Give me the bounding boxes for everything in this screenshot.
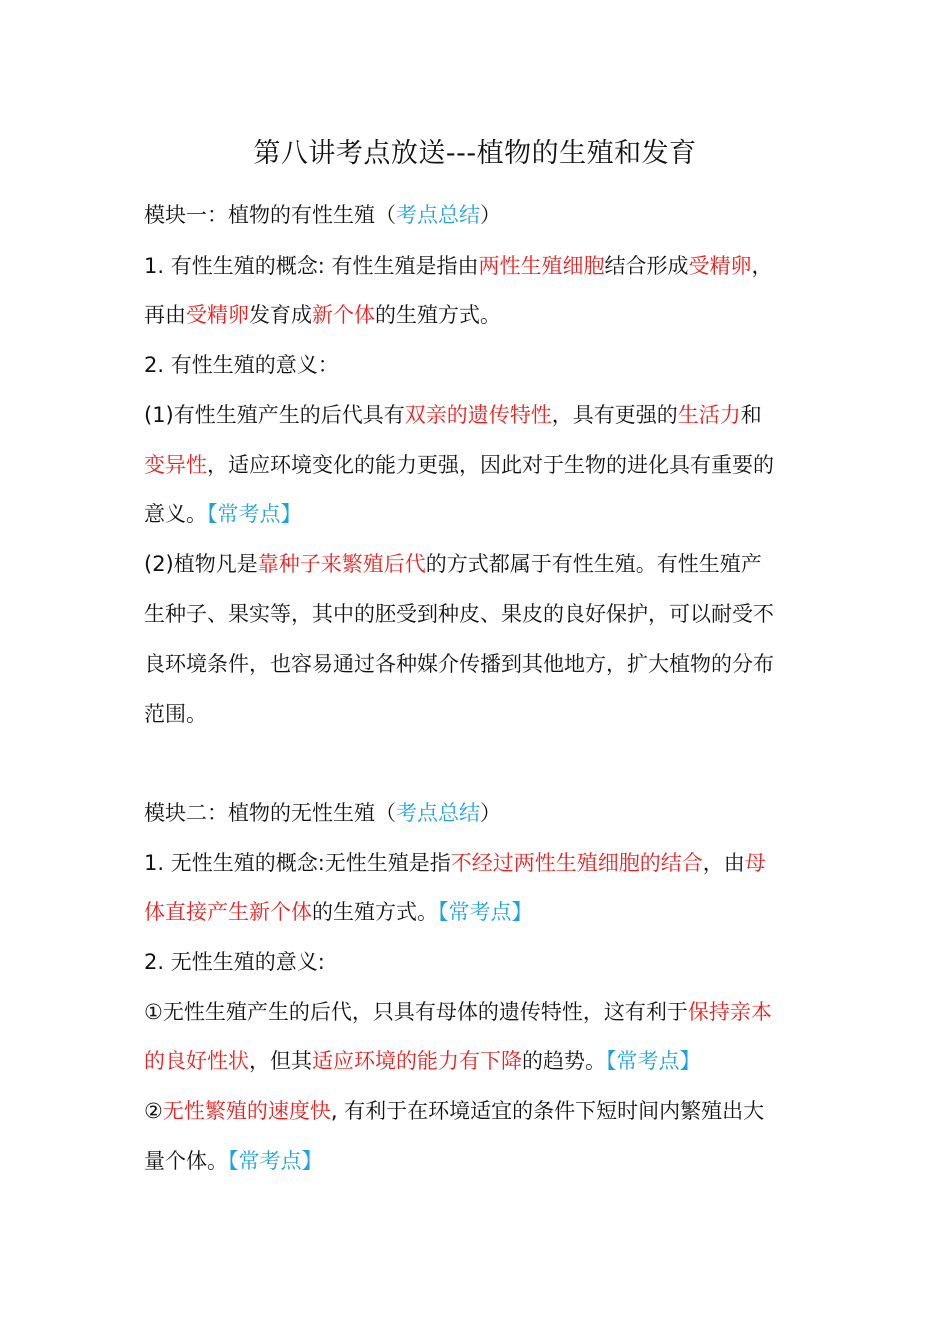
module1-heading: 模块一：植物的有性生殖（考点总结） — [144, 203, 501, 227]
tag-kaodian-zongjie: 考点总结 — [396, 801, 480, 825]
highlight-red: 生活力 — [677, 403, 741, 427]
m2-p3-line1: ①无性生殖产生的后代，只具有母体的遗传特性，这有利于保持亲本 — [144, 1000, 772, 1024]
page-title: 第八讲考点放送---植物的生殖和发育 — [253, 138, 697, 169]
tag-kaodian-zongjie: 考点总结 — [396, 203, 480, 227]
highlight-red: 体直接产生新个体 — [144, 900, 312, 924]
m1-p4-line3: 良环境条件，也容易通过各种媒介传播到其他地方，扩大植物的分布 — [144, 652, 774, 676]
m1-p3-line1: (1)有性生殖产生的后代具有双亲的遗传特性，具有更强的生活力和 — [144, 403, 762, 427]
highlight-red: 新个体 — [312, 303, 375, 327]
m1-p3-line3: 意义。【常考点】 — [144, 502, 302, 526]
m1-p1-line1: 1. 有性生殖的概念: 有性生殖是指由两性生殖细胞结合形成受精卵， — [144, 254, 773, 278]
m2-p4-line2: 量个体。【常考点】 — [144, 1149, 323, 1173]
highlight-red: 两性生殖细胞 — [478, 254, 605, 278]
highlight-red: 保持亲本 — [687, 1000, 772, 1024]
tag-changkaodian: 【常考点】 — [207, 502, 302, 526]
m1-p3-line2: 变异性，适应环境变化的能力更强，因此对于生物的进化具有重要的 — [144, 453, 774, 477]
highlight-red: 变异性 — [144, 453, 207, 477]
highlight-red: 靠种子来繁殖后代 — [257, 552, 426, 576]
m2-p4-line1: ②无性繁殖的速度快, 有利于在环境适宜的条件下短时间内繁殖出大 — [144, 1099, 765, 1123]
m1-p4-line4: 范围。 — [144, 702, 207, 726]
m2-p1-line2: 体直接产生新个体的生殖方式。【常考点】 — [144, 900, 533, 924]
tag-changkaodian: 【常考点】 — [438, 900, 533, 924]
m2-p3-line2: 的良好性状，但其适应环境的能力有下降的趋势。【常考点】 — [144, 1049, 701, 1073]
m1-p1-line2: 再由受精卵发育成新个体的生殖方式。 — [144, 303, 501, 327]
highlight-red: 受精卵 — [688, 254, 752, 278]
m1-p4-line1: (2)植物凡是靠种子来繁殖后代的方式都属于有性生殖。有性生殖产 — [144, 552, 762, 576]
module2-heading: 模块二：植物的无性生殖（考点总结） — [144, 801, 501, 825]
m2-p1-line1: 1. 无性生殖的概念:无性生殖是指不经过两性生殖细胞的结合，由母 — [144, 851, 766, 875]
m1-p4-line2: 生种子、果实等，其中的胚受到种皮、果皮的良好保护，可以耐受不 — [144, 602, 774, 626]
highlight-red: 受精卵 — [186, 303, 249, 327]
m1-p2-heading: 2. 有性生殖的意义： — [144, 353, 339, 377]
tag-changkaodian: 【常考点】 — [606, 1049, 701, 1073]
highlight-red: 适应环境的能力有下降 — [312, 1049, 522, 1073]
tag-changkaodian: 【常考点】 — [228, 1149, 323, 1173]
highlight-red: 母 — [744, 851, 766, 875]
highlight-red: 不经过两性生殖细胞的结合 — [450, 851, 703, 875]
highlight-red: 的良好性状 — [144, 1049, 249, 1073]
m2-p2-heading: 2. 无性生殖的意义: — [144, 950, 325, 974]
highlight-red: 无性繁殖的速度快 — [162, 1099, 331, 1123]
highlight-red: 双亲的遗传特性 — [404, 403, 552, 427]
